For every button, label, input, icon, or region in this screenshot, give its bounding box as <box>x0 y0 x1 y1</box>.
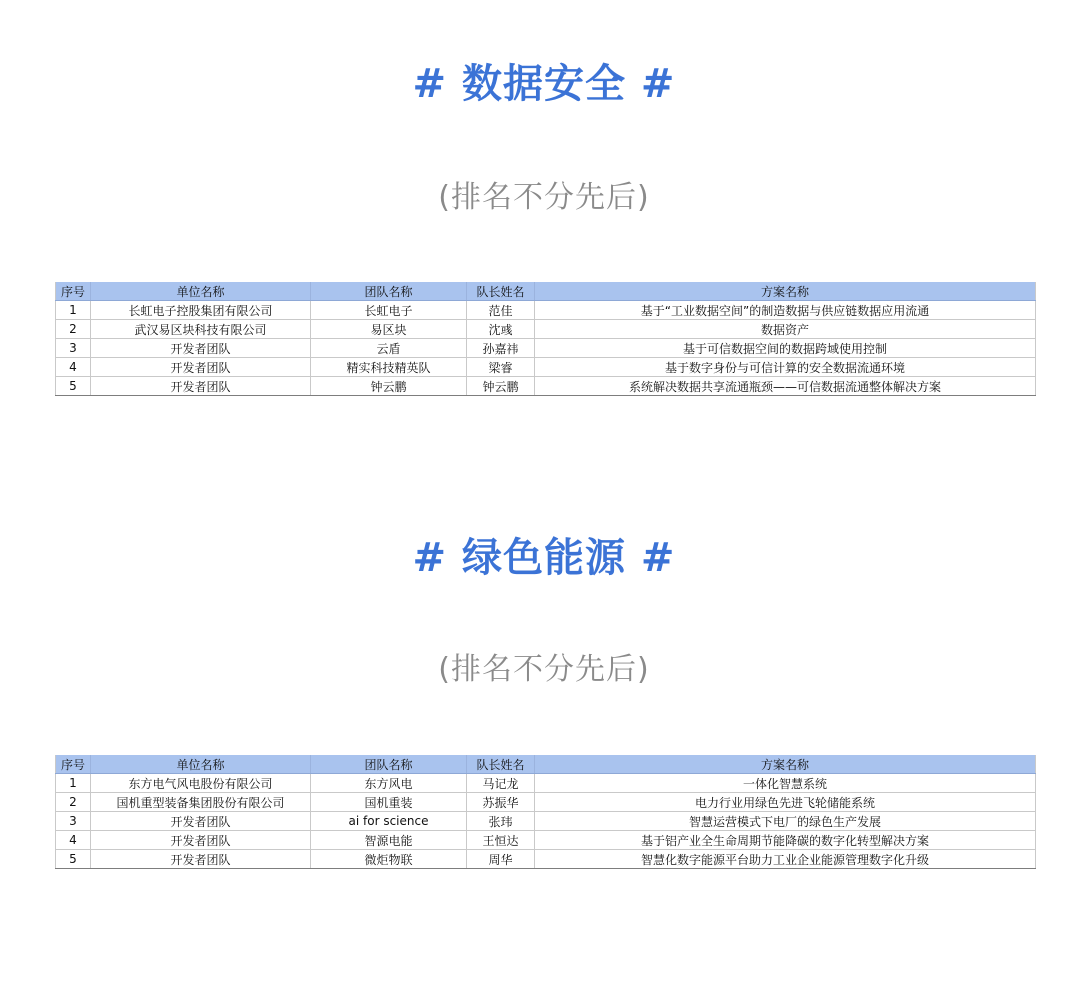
cell-org: 国机重型装备集团股份有限公司 <box>91 793 311 812</box>
table-header-row <box>56 282 1036 301</box>
cell-plan: 基于数字身份与可信计算的安全数据流通环境 <box>535 358 1036 377</box>
cell-team: 钟云鹏 <box>311 377 467 396</box>
cell-plan: 电力行业用绿色先进飞轮储能系统 <box>535 793 1036 812</box>
header-plan: 方案名称 <box>535 755 1036 774</box>
cell-team: ai for science <box>311 812 467 831</box>
cell-team: 精实科技精英队 <box>311 358 467 377</box>
cell-index: 5 <box>56 850 91 869</box>
cell-leader: 沈彧 <box>467 320 535 339</box>
table-row <box>56 793 1036 812</box>
table-row <box>56 320 1036 339</box>
cell-plan: 一体化智慧系统 <box>535 774 1036 793</box>
cell-org: 开发者团队 <box>91 339 311 358</box>
header-plan: 方案名称 <box>535 282 1036 301</box>
cell-index: 5 <box>56 377 91 396</box>
cell-index: 3 <box>56 812 91 831</box>
cell-team: 易区块 <box>311 320 467 339</box>
header-leader: 队长姓名 <box>467 282 535 301</box>
cell-org: 开发者团队 <box>91 358 311 377</box>
cell-plan: 基于铝产业全生命周期节能降碳的数字化转型解决方案 <box>535 831 1036 850</box>
section-subtitle-data-security: (排名不分先后) <box>438 180 650 215</box>
table-row <box>56 774 1036 793</box>
header-org: 单位名称 <box>91 282 311 301</box>
header-index: 序号 <box>56 755 91 774</box>
cell-index: 4 <box>56 831 91 850</box>
cell-plan: 数据资产 <box>535 320 1036 339</box>
cell-leader: 周华 <box>467 850 535 869</box>
section-subtitle-green-energy: (排名不分先后) <box>438 652 650 687</box>
cell-plan: 智慧运营模式下电厂的绿色生产发展 <box>535 812 1036 831</box>
cell-team: 东方风电 <box>311 774 467 793</box>
header-leader: 队长姓名 <box>467 755 535 774</box>
cell-team: 国机重装 <box>311 793 467 812</box>
cell-index: 2 <box>56 793 91 812</box>
cell-leader: 范佳 <box>467 301 535 320</box>
cell-plan: 智慧化数字能源平台助力工业企业能源管理数字化升级 <box>535 850 1036 869</box>
cell-team: 云盾 <box>311 339 467 358</box>
cell-team: 长虹电子 <box>311 301 467 320</box>
cell-leader: 马记龙 <box>467 774 535 793</box>
cell-org: 开发者团队 <box>91 377 311 396</box>
cell-org: 东方电气风电股份有限公司 <box>91 774 311 793</box>
section-title-data-security: # 数据安全 # <box>412 61 676 107</box>
cell-plan: 系统解决数据共享流通瓶颈——可信数据流通整体解决方案 <box>535 377 1036 396</box>
cell-team: 微炬物联 <box>311 850 467 869</box>
table-row <box>56 831 1036 850</box>
table-row <box>56 339 1036 358</box>
cell-index: 3 <box>56 339 91 358</box>
cell-index: 2 <box>56 320 91 339</box>
green-energy-table <box>55 755 1036 869</box>
cell-leader: 王恒达 <box>467 831 535 850</box>
data-security-table <box>55 282 1036 396</box>
header-team: 团队名称 <box>311 282 467 301</box>
table-row <box>56 301 1036 320</box>
cell-leader: 梁睿 <box>467 358 535 377</box>
header-org: 单位名称 <box>91 755 311 774</box>
cell-leader: 孙嘉祎 <box>467 339 535 358</box>
table-row <box>56 850 1036 869</box>
header-team: 团队名称 <box>311 755 467 774</box>
table-row <box>56 358 1036 377</box>
cell-index: 1 <box>56 774 91 793</box>
cell-index: 1 <box>56 301 91 320</box>
cell-index: 4 <box>56 358 91 377</box>
table-header-row <box>56 755 1036 774</box>
cell-plan: 基于“工业数据空间”的制造数据与供应链数据应用流通 <box>535 301 1036 320</box>
cell-org: 开发者团队 <box>91 812 311 831</box>
table-row <box>56 377 1036 396</box>
cell-leader: 张玮 <box>467 812 535 831</box>
cell-leader: 钟云鹏 <box>467 377 535 396</box>
cell-org: 武汉易区块科技有限公司 <box>91 320 311 339</box>
table-row <box>56 812 1036 831</box>
cell-org: 长虹电子控股集团有限公司 <box>91 301 311 320</box>
cell-plan: 基于可信数据空间的数据跨域使用控制 <box>535 339 1036 358</box>
cell-team: 智源电能 <box>311 831 467 850</box>
header-index: 序号 <box>56 282 91 301</box>
cell-leader: 苏振华 <box>467 793 535 812</box>
cell-org: 开发者团队 <box>91 850 311 869</box>
section-title-green-energy: # 绿色能源 # <box>412 535 676 581</box>
cell-org: 开发者团队 <box>91 831 311 850</box>
